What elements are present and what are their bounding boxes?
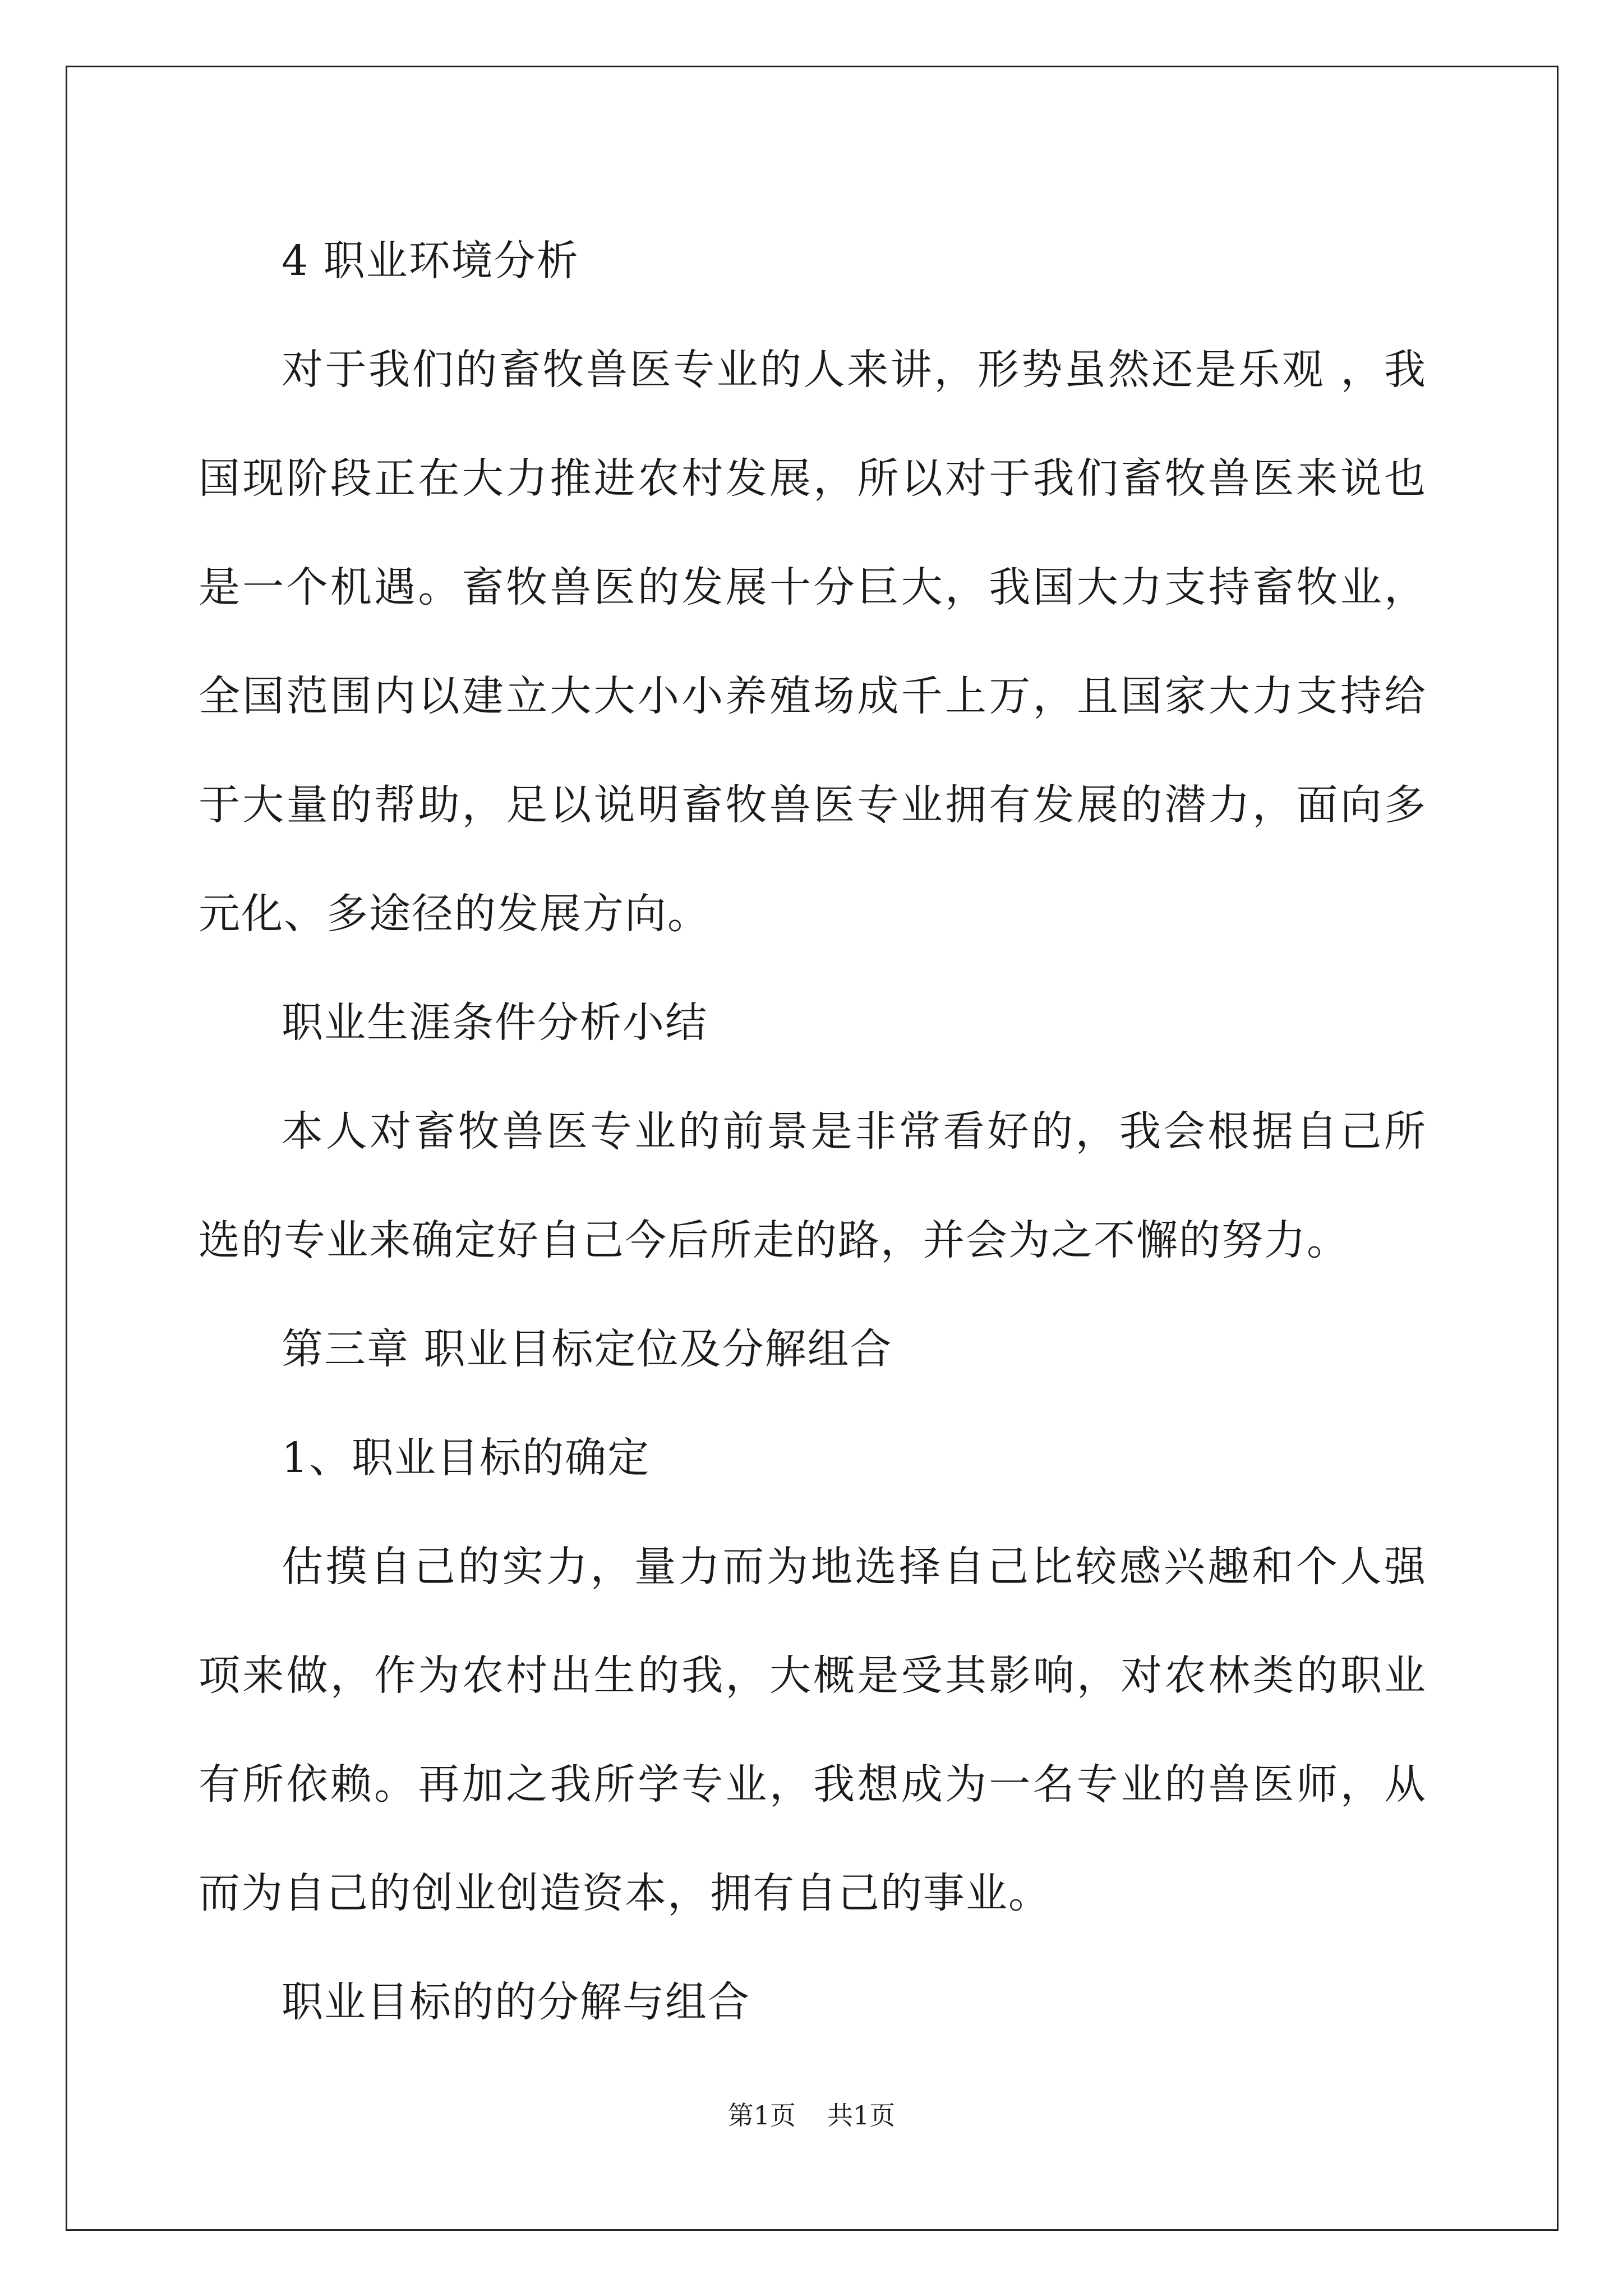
page-number: 第1页	[727, 2100, 796, 2131]
paragraph-goal: 估摸自己的实力，量力而为地选择自己比较感兴趣和个人强项来做，作为农村出生的我，大概是受其影响，对农林类的职业有所依赖。再加之我所学专业，我想成为一名专业的兽医师，从而为自己的创业创造资本，拥有自己的事业。	[199, 1543, 1427, 1917]
page-footer	[0, 2095, 1623, 2132]
section-heading-goal-decomposition: 职业目标的的分解与组合	[282, 1978, 750, 2026]
paragraph-summary: 本人对畜牧兽医专业的前景是非常看好的，我会根据自己所选的专业来确定好自己今后所走的路，并会为之不懈的努力。	[199, 1107, 1427, 1264]
section-heading-goal: 1、职业目标的确定	[282, 1434, 651, 1482]
section-heading-summary: 职业生涯条件分析小结	[282, 999, 708, 1047]
chapter-heading: 第三章 职业目标定位及分解组合	[282, 1325, 893, 1373]
section-heading-career-environment: 4 职业环境分析	[282, 237, 579, 285]
paragraph-career-environment: 对于我们的畜牧兽医专业的人来讲，形势虽然还是乐观 ，我国现阶段正在大力推进农村发展，所以对于我们畜牧兽医来说也是一个机遇。畜牧兽医的发展十分巨大，我国大力支持畜牧业，全国范围内以建立大大小小养殖场成千上万，且国家大力支持给于大量的帮助，足以说明畜牧兽医专业拥有发展的潜力，面向多元化、多途径的发展方向。	[199, 346, 1427, 938]
document-body	[199, 206, 1427, 2056]
page-total: 共1页	[827, 2100, 896, 2131]
